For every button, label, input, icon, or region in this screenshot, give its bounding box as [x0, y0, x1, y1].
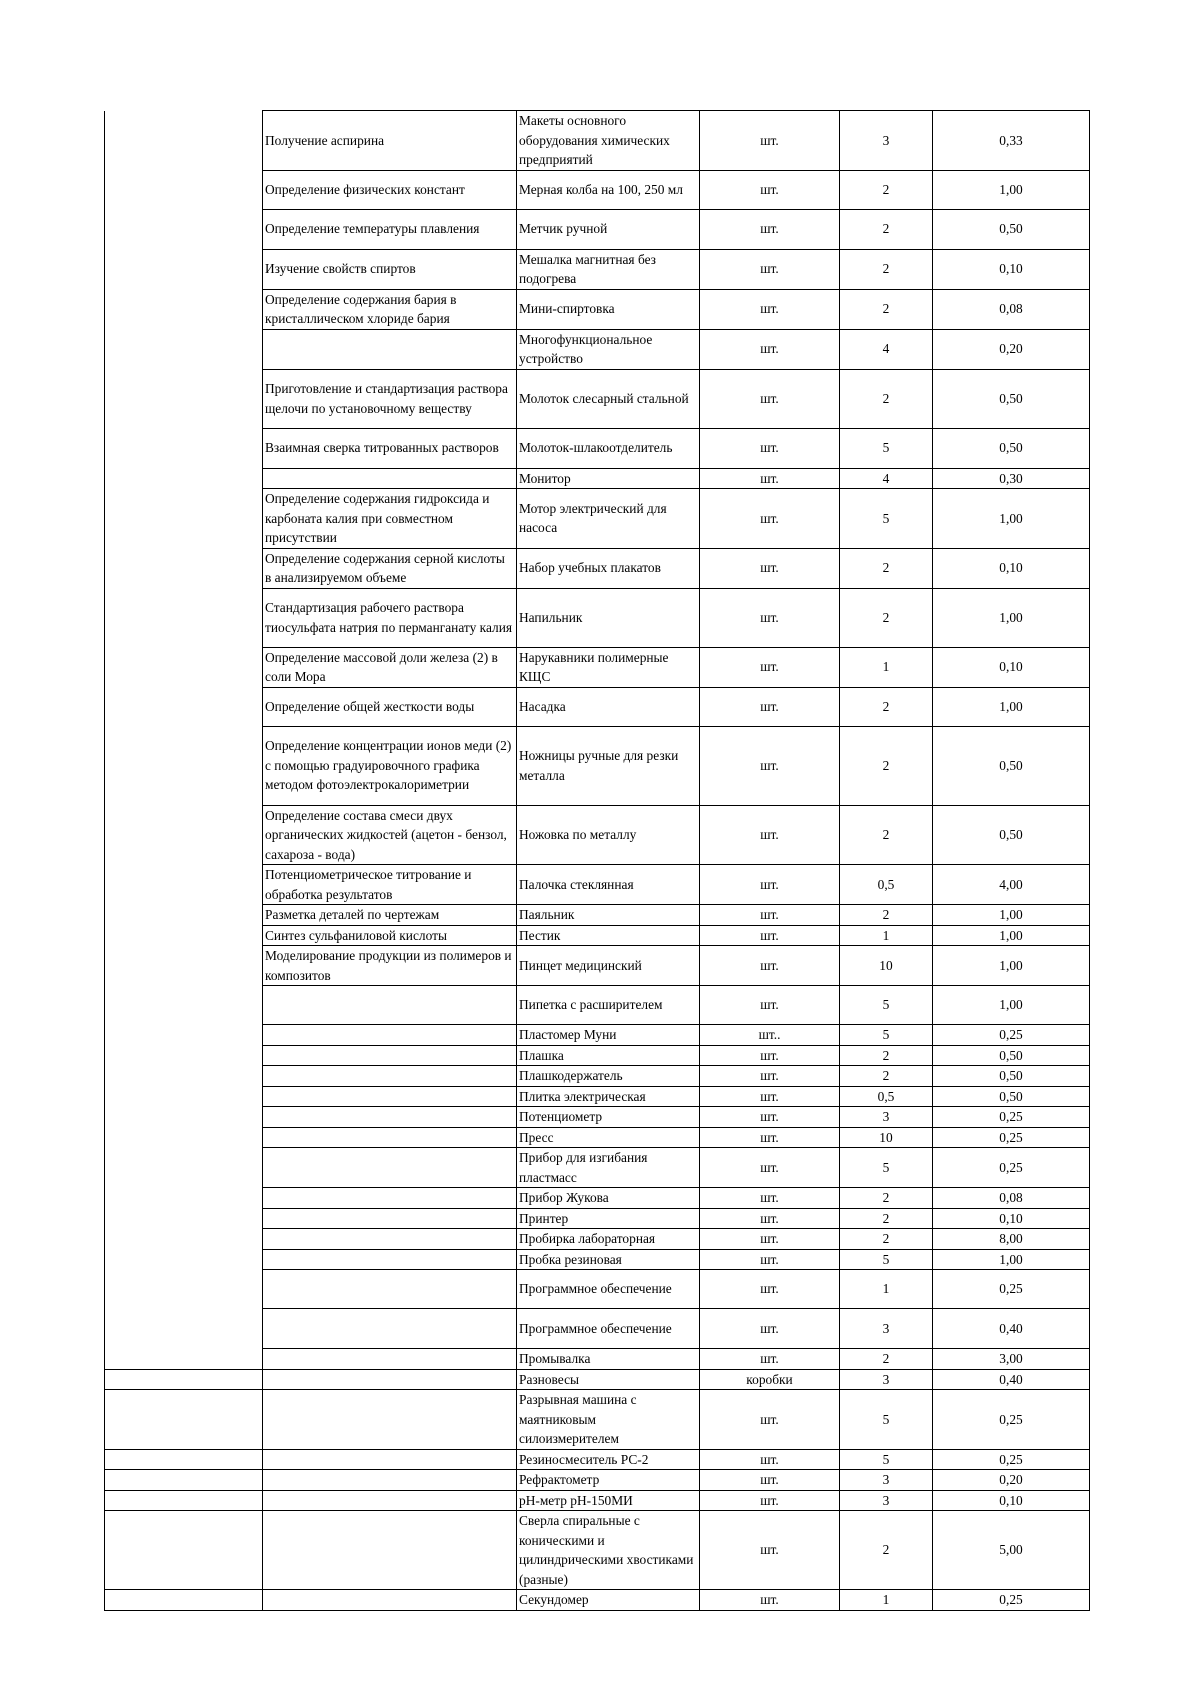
norm-cell: 0,25 [933, 1148, 1090, 1188]
unit-cell: шт. [700, 687, 840, 726]
unit-cell: шт. [700, 1449, 840, 1470]
norm-cell: 0,50 [933, 1066, 1090, 1087]
work-name-cell [263, 1390, 517, 1450]
unit-cell: шт. [700, 946, 840, 986]
quantity-cell: 3 [840, 1107, 933, 1128]
first-column-cell [105, 489, 263, 549]
quantity-cell: 1 [840, 647, 933, 687]
equipment-name-cell: Разрывная машина с маятниковым силоизмерителем [517, 1390, 700, 1450]
unit-cell: шт.. [700, 1025, 840, 1046]
work-name-cell: Определение массовой доли железа (2) в соли Мора [263, 647, 517, 687]
first-column-cell [105, 329, 263, 369]
work-name-cell [263, 1107, 517, 1128]
quantity-cell: 2 [840, 369, 933, 428]
quantity-cell: 2 [840, 1045, 933, 1066]
unit-cell: шт. [700, 1309, 840, 1349]
quantity-cell: 10 [840, 946, 933, 986]
equipment-name-cell: Прибор Жукова [517, 1188, 700, 1209]
quantity-cell: 2 [840, 1188, 933, 1209]
unit-cell: шт. [700, 1349, 840, 1370]
quantity-cell: 2 [840, 726, 933, 805]
equipment-name-cell: Разновесы [517, 1369, 700, 1390]
work-name-cell [263, 1066, 517, 1087]
table-row [105, 865, 1090, 905]
equipment-name-cell: Секундомер [517, 1590, 700, 1611]
first-column-cell [105, 1369, 263, 1390]
unit-cell: шт. [700, 1066, 840, 1087]
unit-cell: шт. [700, 1148, 840, 1188]
first-column-cell [105, 548, 263, 588]
table-row [105, 588, 1090, 647]
equipment-name-cell: Пробирка лабораторная [517, 1229, 700, 1250]
norm-cell: 1,00 [933, 946, 1090, 986]
table-row [105, 1270, 1090, 1309]
work-name-cell: Определение содержания бария в кристаллическом хлориде бария [263, 289, 517, 329]
table-row [105, 1470, 1090, 1491]
unit-cell: шт. [700, 289, 840, 329]
work-name-cell: Определение содержания серной кислоты в анализируемом объеме [263, 548, 517, 588]
quantity-cell: 1 [840, 1590, 933, 1611]
table-row [105, 946, 1090, 986]
work-name-cell [263, 1127, 517, 1148]
first-column-cell [105, 468, 263, 489]
equipment-name-cell: Нарукавники полимерные КЩС [517, 647, 700, 687]
norm-cell: 0,50 [933, 1045, 1090, 1066]
equipment-name-cell: Программное обеспечение [517, 1270, 700, 1309]
norm-cell: 5,00 [933, 1511, 1090, 1590]
work-name-cell [263, 1188, 517, 1209]
norm-cell: 0,08 [933, 1188, 1090, 1209]
table-row [105, 111, 1090, 171]
norm-cell: 8,00 [933, 1229, 1090, 1250]
quantity-cell: 10 [840, 1127, 933, 1148]
first-column-cell [105, 1390, 263, 1450]
table-row [105, 1390, 1090, 1450]
work-name-cell [263, 1369, 517, 1390]
norm-cell: 0,10 [933, 1208, 1090, 1229]
unit-cell: шт. [700, 1270, 840, 1309]
work-name-cell [263, 1349, 517, 1370]
quantity-cell: 2 [840, 805, 933, 865]
quantity-cell: 2 [840, 1208, 933, 1229]
work-name-cell [263, 1229, 517, 1250]
table-row [105, 726, 1090, 805]
norm-cell: 0,25 [933, 1449, 1090, 1470]
unit-cell: шт. [700, 1590, 840, 1611]
equipment-name-cell: Пластомер Муни [517, 1025, 700, 1046]
table-row [105, 1369, 1090, 1390]
equipment-name-cell: Ножовка по металлу [517, 805, 700, 865]
equipment-name-cell: Палочка стеклянная [517, 865, 700, 905]
table-row [105, 329, 1090, 369]
equipment-table [104, 110, 1090, 1611]
equipment-name-cell: Паяльник [517, 905, 700, 926]
quantity-cell: 2 [840, 905, 933, 926]
norm-cell: 0,10 [933, 647, 1090, 687]
unit-cell: шт. [700, 548, 840, 588]
table-row [105, 1490, 1090, 1511]
quantity-cell: 2 [840, 1511, 933, 1590]
table-row [105, 1066, 1090, 1087]
first-column-cell [105, 1045, 263, 1066]
equipment-name-cell: Молоток-шлакоотделитель [517, 428, 700, 468]
unit-cell: шт. [700, 1490, 840, 1511]
quantity-cell: 3 [840, 1470, 933, 1491]
table-row [105, 1045, 1090, 1066]
first-column-cell [105, 1511, 263, 1590]
equipment-name-cell: Мотор электрический для насоса [517, 489, 700, 549]
norm-cell: 0,33 [933, 111, 1090, 171]
work-name-cell: Определение физических констант [263, 170, 517, 209]
equipment-name-cell: Набор учебных плакатов [517, 548, 700, 588]
unit-cell: шт. [700, 986, 840, 1025]
work-name-cell: Приготовление и стандартизация раствора щелочи по установочному веществу [263, 369, 517, 428]
norm-cell: 1,00 [933, 687, 1090, 726]
unit-cell: шт. [700, 805, 840, 865]
quantity-cell: 3 [840, 1490, 933, 1511]
table-row [105, 1188, 1090, 1209]
first-column-cell [105, 1208, 263, 1229]
unit-cell: шт. [700, 111, 840, 171]
first-column-cell [105, 1229, 263, 1250]
equipment-name-cell: Напильник [517, 588, 700, 647]
first-column-cell [105, 925, 263, 946]
quantity-cell: 0,5 [840, 1086, 933, 1107]
norm-cell: 1,00 [933, 1249, 1090, 1270]
unit-cell: шт. [700, 1045, 840, 1066]
equipment-name-cell: Рефрактометр [517, 1470, 700, 1491]
work-name-cell: Потенциометрическое титрование и обработка результатов [263, 865, 517, 905]
quantity-cell: 2 [840, 1066, 933, 1087]
equipment-name-cell: Принтер [517, 1208, 700, 1229]
work-name-cell [263, 1309, 517, 1349]
unit-cell: шт. [700, 865, 840, 905]
norm-cell: 0,30 [933, 468, 1090, 489]
table-row [105, 369, 1090, 428]
norm-cell: 0,50 [933, 428, 1090, 468]
table-row [105, 647, 1090, 687]
quantity-cell: 2 [840, 249, 933, 289]
first-column-cell [105, 289, 263, 329]
quantity-cell: 2 [840, 1229, 933, 1250]
first-column-cell [105, 1309, 263, 1349]
work-name-cell: Разметка деталей по чертежам [263, 905, 517, 926]
unit-cell: шт. [700, 209, 840, 249]
norm-cell: 1,00 [933, 905, 1090, 926]
table-row [105, 1025, 1090, 1046]
equipment-name-cell: Монитор [517, 468, 700, 489]
quantity-cell: 5 [840, 1390, 933, 1450]
table-row [105, 805, 1090, 865]
quantity-cell: 2 [840, 170, 933, 209]
norm-cell: 0,10 [933, 249, 1090, 289]
work-name-cell [263, 1490, 517, 1511]
table-row [105, 249, 1090, 289]
quantity-cell: 2 [840, 209, 933, 249]
work-name-cell [263, 986, 517, 1025]
norm-cell: 0,25 [933, 1390, 1090, 1450]
table-row [105, 925, 1090, 946]
table-row [105, 1148, 1090, 1188]
first-column-cell [105, 1590, 263, 1611]
equipment-name-cell: Резиносмеситель РС-2 [517, 1449, 700, 1470]
work-name-cell [263, 1470, 517, 1491]
quantity-cell: 2 [840, 588, 933, 647]
equipment-name-cell: Плитка электрическая [517, 1086, 700, 1107]
norm-cell: 0,25 [933, 1127, 1090, 1148]
first-column-cell [105, 986, 263, 1025]
first-column-cell [105, 726, 263, 805]
unit-cell: шт. [700, 1511, 840, 1590]
norm-cell: 0,40 [933, 1369, 1090, 1390]
equipment-name-cell: Многофункциональное устройство [517, 329, 700, 369]
unit-cell: шт. [700, 1390, 840, 1450]
unit-cell: шт. [700, 1229, 840, 1250]
table-row [105, 468, 1090, 489]
table-row [105, 1208, 1090, 1229]
unit-cell: шт. [700, 905, 840, 926]
norm-cell: 0,50 [933, 209, 1090, 249]
unit-cell: шт. [700, 369, 840, 428]
equipment-name-cell: Пестик [517, 925, 700, 946]
first-column-cell [105, 1086, 263, 1107]
equipment-name-cell: Мерная колба на 100, 250 мл [517, 170, 700, 209]
unit-cell: шт. [700, 249, 840, 289]
table-row [105, 1349, 1090, 1370]
unit-cell: шт. [700, 1208, 840, 1229]
work-name-cell: Определение общей жесткости воды [263, 687, 517, 726]
table-row [105, 428, 1090, 468]
norm-cell: 1,00 [933, 925, 1090, 946]
work-name-cell [263, 468, 517, 489]
work-name-cell [263, 1249, 517, 1270]
table-row [105, 1309, 1090, 1349]
unit-cell: шт. [700, 726, 840, 805]
equipment-name-cell: Пинцет медицинский [517, 946, 700, 986]
table-row [105, 1590, 1090, 1611]
equipment-name-cell: Плашкодержатель [517, 1066, 700, 1087]
quantity-cell: 2 [840, 1349, 933, 1370]
equipment-name-cell: Пробка резиновая [517, 1249, 700, 1270]
equipment-name-cell: Сверла спиральные с коническими и цилиндрическими хвостиками (разные) [517, 1511, 700, 1590]
unit-cell: шт. [700, 329, 840, 369]
equipment-name-cell: Программное обеспечение [517, 1309, 700, 1349]
table-row [105, 1249, 1090, 1270]
table-row [105, 1511, 1090, 1590]
work-name-cell [263, 1208, 517, 1229]
first-column-cell [105, 111, 263, 171]
work-name-cell: Моделирование продукции из полимеров и композитов [263, 946, 517, 986]
quantity-cell: 5 [840, 1025, 933, 1046]
work-name-cell: Определение содержания гидроксида и карбоната калия при совместном присутствии [263, 489, 517, 549]
first-column-cell [105, 588, 263, 647]
equipment-name-cell: Промывалка [517, 1349, 700, 1370]
quantity-cell: 5 [840, 428, 933, 468]
first-column-cell [105, 369, 263, 428]
work-name-cell: Определение концентрации ионов меди (2) с помощью градуировочного графика методом фотоэлектрокалориметрии [263, 726, 517, 805]
table-row [105, 489, 1090, 549]
equipment-name-cell: Плашка [517, 1045, 700, 1066]
unit-cell: шт. [700, 588, 840, 647]
unit-cell: шт. [700, 489, 840, 549]
first-column-cell [105, 1449, 263, 1470]
norm-cell: 0,25 [933, 1107, 1090, 1128]
unit-cell: шт. [700, 428, 840, 468]
quantity-cell: 2 [840, 548, 933, 588]
first-column-cell [105, 1470, 263, 1491]
equipment-name-cell: Пресс [517, 1127, 700, 1148]
first-column-cell [105, 170, 263, 209]
first-column-cell [105, 1107, 263, 1128]
quantity-cell: 5 [840, 1148, 933, 1188]
table-row [105, 1229, 1090, 1250]
table-row [105, 1449, 1090, 1470]
first-column-cell [105, 865, 263, 905]
quantity-cell: 4 [840, 329, 933, 369]
equipment-name-cell: Пипетка с расширителем [517, 986, 700, 1025]
norm-cell: 0,08 [933, 289, 1090, 329]
first-column-cell [105, 1270, 263, 1309]
norm-cell: 1,00 [933, 588, 1090, 647]
table-row [105, 289, 1090, 329]
quantity-cell: 1 [840, 1270, 933, 1309]
work-name-cell: Изучение свойств спиртов [263, 249, 517, 289]
equipment-name-cell: Макеты основного оборудования химических предприятий [517, 111, 700, 171]
unit-cell: шт. [700, 1188, 840, 1209]
norm-cell: 1,00 [933, 170, 1090, 209]
table-row [105, 905, 1090, 926]
quantity-cell: 2 [840, 687, 933, 726]
equipment-name-cell: Насадка [517, 687, 700, 726]
quantity-cell: 3 [840, 111, 933, 171]
quantity-cell: 0,5 [840, 865, 933, 905]
unit-cell: шт. [700, 1470, 840, 1491]
first-column-cell [105, 1490, 263, 1511]
equipment-name-cell: Мини-спиртовка [517, 289, 700, 329]
norm-cell: 1,00 [933, 986, 1090, 1025]
norm-cell: 0,10 [933, 548, 1090, 588]
quantity-cell: 3 [840, 1309, 933, 1349]
quantity-cell: 4 [840, 468, 933, 489]
work-name-cell [263, 1511, 517, 1590]
table-row [105, 1107, 1090, 1128]
work-name-cell [263, 1045, 517, 1066]
norm-cell: 3,00 [933, 1349, 1090, 1370]
first-column-cell [105, 905, 263, 926]
norm-cell: 0,25 [933, 1270, 1090, 1309]
equipment-name-cell: Молоток слесарный стальной [517, 369, 700, 428]
work-name-cell [263, 1086, 517, 1107]
work-name-cell: Взаимная сверка титрованных растворов [263, 428, 517, 468]
quantity-cell: 5 [840, 1249, 933, 1270]
first-column-cell [105, 687, 263, 726]
first-column-cell [105, 1148, 263, 1188]
first-column-cell [105, 209, 263, 249]
norm-cell: 0,50 [933, 805, 1090, 865]
unit-cell: шт. [700, 170, 840, 209]
first-column-cell [105, 946, 263, 986]
first-column-cell [105, 805, 263, 865]
equipment-name-cell: Ножницы ручные для резки металла [517, 726, 700, 805]
unit-cell: шт. [700, 468, 840, 489]
norm-cell: 0,50 [933, 726, 1090, 805]
work-name-cell [263, 1148, 517, 1188]
unit-cell: шт. [700, 1249, 840, 1270]
quantity-cell: 3 [840, 1369, 933, 1390]
quantity-cell: 2 [840, 289, 933, 329]
first-column-cell [105, 1188, 263, 1209]
quantity-cell: 1 [840, 925, 933, 946]
work-name-cell: Получение аспирина [263, 111, 517, 171]
work-name-cell [263, 329, 517, 369]
norm-cell: 0,50 [933, 1086, 1090, 1107]
unit-cell: шт. [700, 647, 840, 687]
table-row [105, 209, 1090, 249]
equipment-name-cell: рН-метр рН-150МИ [517, 1490, 700, 1511]
norm-cell: 0,40 [933, 1309, 1090, 1349]
unit-cell: шт. [700, 1086, 840, 1107]
unit-cell: шт. [700, 1127, 840, 1148]
table-row [105, 1086, 1090, 1107]
equipment-name-cell: Мешалка магнитная без подогрева [517, 249, 700, 289]
equipment-name-cell: Прибор для изгибания пластмасс [517, 1148, 700, 1188]
unit-cell: шт. [700, 925, 840, 946]
norm-cell: 4,00 [933, 865, 1090, 905]
work-name-cell [263, 1590, 517, 1611]
first-column-cell [105, 1025, 263, 1046]
equipment-name-cell: Метчик ручной [517, 209, 700, 249]
norm-cell: 0,25 [933, 1590, 1090, 1611]
work-name-cell [263, 1025, 517, 1046]
work-name-cell: Стандартизация рабочего раствора тиосульфата натрия по перманганату калия [263, 588, 517, 647]
first-column-cell [105, 1066, 263, 1087]
norm-cell: 1,00 [933, 489, 1090, 549]
first-column-cell [105, 249, 263, 289]
first-column-cell [105, 1249, 263, 1270]
quantity-cell: 5 [840, 986, 933, 1025]
norm-cell: 0,50 [933, 369, 1090, 428]
table-row [105, 1127, 1090, 1148]
first-column-cell [105, 647, 263, 687]
work-name-cell [263, 1270, 517, 1309]
first-column-cell [105, 1127, 263, 1148]
table-row [105, 986, 1090, 1025]
equipment-name-cell: Потенциометр [517, 1107, 700, 1128]
norm-cell: 0,20 [933, 329, 1090, 369]
work-name-cell: Синтез сульфаниловой кислоты [263, 925, 517, 946]
norm-cell: 0,25 [933, 1025, 1090, 1046]
quantity-cell: 5 [840, 1449, 933, 1470]
work-name-cell: Определение состава смеси двух органических жидкостей (ацетон - бензол, сахароза - вода) [263, 805, 517, 865]
norm-cell: 0,10 [933, 1490, 1090, 1511]
norm-cell: 0,20 [933, 1470, 1090, 1491]
work-name-cell [263, 1449, 517, 1470]
unit-cell: коробки [700, 1369, 840, 1390]
table-row [105, 687, 1090, 726]
table-row [105, 170, 1090, 209]
first-column-cell [105, 1349, 263, 1370]
unit-cell: шт. [700, 1107, 840, 1128]
work-name-cell: Определение температуры плавления [263, 209, 517, 249]
quantity-cell: 5 [840, 489, 933, 549]
first-column-cell [105, 428, 263, 468]
table-row [105, 548, 1090, 588]
